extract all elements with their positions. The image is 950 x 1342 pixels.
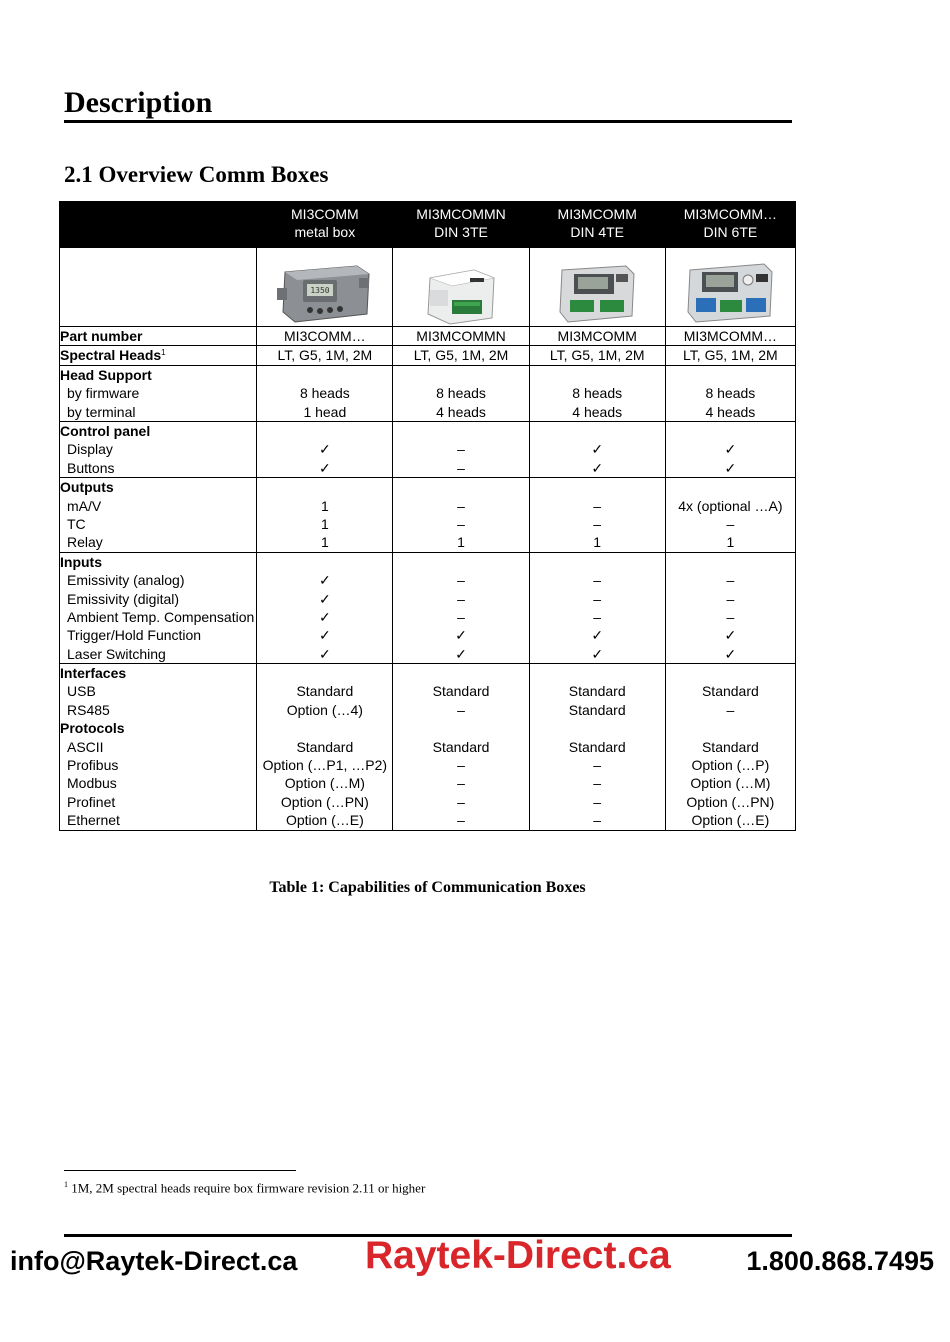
cell-value: 4 heads [572,403,623,420]
control-panel-title: Control panel [60,422,151,439]
interfaces-col-2 [393,664,529,831]
spectral-heads-value: LT, G5, 1M, 2M [393,346,529,365]
cell-value: – [593,793,602,810]
header-col-1-line1: MI3COMM [291,206,359,222]
part-number-label: Part number [60,328,143,344]
din-6te-photo [684,260,776,326]
footer-phone[interactable]: 1.800.868.7495 [746,1246,934,1276]
image-label-cell [60,248,257,327]
check-icon: ✓ [591,459,604,476]
cell-value: – [457,812,465,829]
check-icon: ✓ [724,627,737,644]
cell-value: 1 [593,534,602,551]
cell-value: 8 heads [705,385,756,402]
interfaces-col-4 [665,664,795,831]
cell-value: – [593,572,602,589]
check-icon: ✓ [318,459,331,476]
page-heading: Description [64,86,213,119]
check-icon: ✓ [318,627,331,644]
row-label: by firmware [67,385,140,402]
head-support-col-4 [665,365,795,421]
cell-value: Option (…E) [691,812,770,829]
spectral-heads-label: Spectral Heads [60,347,162,364]
cell-value: 8 heads [436,385,486,402]
check-icon: ✓ [591,627,604,644]
cell-value: Option (…M) [284,775,365,792]
cell-value: Standard [432,683,490,700]
image-cell-metal-box [257,248,393,327]
cell-value: Standard [568,683,626,700]
cell-value: Standard [296,738,354,755]
interfaces-protocols-row [60,664,796,831]
cell-value: Option (…PN) [686,793,775,810]
section-heading: 2.1 Overview Comm Boxes [64,162,329,187]
row-label: Buttons [67,459,115,476]
cell-value: – [726,590,735,607]
cell-value: 4 heads [705,403,756,420]
cell-value: – [457,608,465,625]
row-label: mA/V [67,497,102,514]
cell-value: – [593,775,602,792]
spectral-heads-value: LT, G5, 1M, 2M [665,346,795,365]
row-label: RS485 [67,701,110,718]
header-col-2-line1: MI3MCOMMN [416,206,506,222]
cell-value: – [457,590,465,607]
inputs-label-cell [60,552,257,663]
outputs-col-2 [393,478,529,553]
cell-value: – [457,793,465,810]
control-panel-col-4 [665,421,795,477]
footer-brand-logo[interactable]: Raytek-Direct.ca [365,1234,671,1277]
din-3te-photo [416,260,506,326]
din-4te-photo [552,260,642,326]
row-label: USB [67,683,96,700]
header-col-2-line2: DIN 3TE [434,224,488,241]
row-label: Display [67,441,113,458]
cell-value: Standard [568,738,626,755]
cell-value: 4x (optional …A) [678,497,783,514]
image-cell-din-3te [393,248,529,327]
spectral-heads-row [60,346,796,365]
spectral-heads-value: LT, G5, 1M, 2M [257,346,393,365]
cell-value: – [457,441,465,458]
image-cell-din-6te [665,248,795,327]
heading-rule [64,120,792,123]
cell-value: – [457,757,465,774]
part-number-label-cell [60,327,257,346]
row-label: Profinet [67,793,116,810]
inputs-row [60,552,796,663]
head-support-col-2 [393,365,529,421]
check-icon: ✓ [591,441,604,458]
cell-value: – [593,590,602,607]
inputs-col-2 [393,552,529,663]
inputs-col-3 [529,552,665,663]
cell-value: – [726,572,735,589]
row-label: TC [67,515,86,532]
header-col-3-line1: MI3MCOMM [557,206,637,222]
capabilities-table [59,201,796,831]
outputs-title: Outputs [60,479,114,496]
row-label: ASCII [67,738,104,755]
head-support-row [60,365,796,421]
footnote-number: 1 [64,1180,68,1189]
header-col-3 [529,202,665,248]
cell-value: – [726,608,735,625]
check-icon: ✓ [455,627,467,644]
row-label: Ethernet [67,812,120,829]
cell-value: Option (…E) [285,812,364,829]
cell-value: Standard [701,683,759,700]
row-label: Ambient Temp. Compensation [67,608,255,625]
outputs-label-cell [60,478,257,553]
cell-value: 1 [320,534,329,551]
head-support-col-3 [529,365,665,421]
cell-value: Standard [296,683,354,700]
header-col-4 [665,202,795,248]
interfaces-col-1 [257,664,393,831]
cell-value: Standard [568,701,626,718]
check-icon: ✓ [724,459,737,476]
head-support-col-1 [257,365,393,421]
control-panel-row [60,421,796,477]
outputs-col-3 [529,478,665,553]
part-number-value: MI3MCOMM… [665,327,795,346]
protocols-title: Protocols [60,720,125,737]
cell-value: – [457,701,465,718]
header-col-1 [257,202,393,248]
spectral-heads-value: LT, G5, 1M, 2M [529,346,665,365]
cell-value: – [457,775,465,792]
row-label: Emissivity (digital) [67,590,180,607]
header-empty-cell [60,202,257,248]
outputs-col-1 [257,478,393,553]
cell-value: 1 [457,534,465,551]
cell-value: – [593,812,602,829]
head-support-label-cell [60,365,257,421]
cell-value: Option (…PN) [280,793,369,810]
cell-value: 1 [320,497,329,514]
inputs-col-4 [665,552,795,663]
image-cell-din-4te [529,248,665,327]
part-number-value: MI3MCOMMN [393,327,529,346]
footnote-marker: 1 [161,348,166,358]
row-label: Trigger/Hold Function [67,627,202,644]
cell-value: 8 heads [299,385,350,402]
cell-value: – [457,459,465,476]
cell-value: – [457,572,465,589]
part-number-value: MI3MCOMM [529,327,665,346]
check-icon: ✓ [318,441,331,458]
row-label: Modbus [67,775,117,792]
check-icon: ✓ [318,572,331,589]
control-panel-col-3 [529,421,665,477]
cell-value: Standard [432,738,490,755]
check-icon: ✓ [318,590,331,607]
table-caption: Table 1: Capabilities of Communication Boxes [269,879,586,896]
spectral-heads-label-cell [60,346,257,365]
cell-value: Option (…P1, …P2) [262,757,388,774]
row-label: Laser Switching [67,645,166,662]
cell-value: – [593,757,602,774]
inputs-col-1 [257,552,393,663]
row-label: by terminal [67,403,136,420]
head-support-title: Head Support [60,366,152,383]
cell-value: – [593,515,602,532]
cell-value: 1 head [303,403,347,420]
cell-value: – [457,497,465,514]
cell-value: 1 [726,534,735,551]
cell-value: – [457,515,465,532]
control-panel-label-cell [60,421,257,477]
footnote-text: 1M, 2M spectral heads require box firmware revision 2.11 or higher [71,1180,426,1196]
product-image-row [60,248,796,327]
metal-box-photo [277,260,373,326]
cell-value: – [593,608,602,625]
header-col-1-line2: metal box [294,224,356,241]
check-icon: ✓ [318,608,331,625]
cell-value: Option (…M) [690,775,771,792]
header-col-4-line2: DIN 6TE [703,224,758,241]
cell-value: 8 heads [572,385,623,402]
svg-text:1350: 1350 [310,286,330,295]
row-label: Emissivity (analog) [67,572,185,589]
footnote-rule [64,1170,296,1171]
inputs-title: Inputs [60,553,102,570]
check-icon: ✓ [591,645,604,662]
header-col-2 [393,202,529,248]
footnote [64,1180,425,1196]
cell-value: Standard [701,738,759,755]
control-panel-col-2 [393,421,529,477]
part-number-row [60,327,796,346]
cell-value: – [726,701,735,718]
part-number-value: MI3COMM… [257,327,393,346]
header-col-3-line2: DIN 4TE [570,224,625,241]
interfaces-col-3 [529,664,665,831]
check-icon: ✓ [724,441,737,458]
check-icon: ✓ [724,645,737,662]
outputs-col-4 [665,478,795,553]
row-label: Profibus [67,757,119,774]
outputs-row [60,478,796,553]
footer-email-link[interactable]: info@Raytek-Direct.ca [10,1246,298,1276]
interfaces-label-cell [60,664,257,831]
cell-value: 1 [320,515,329,532]
row-label: Relay [67,534,103,551]
control-panel-col-1 [257,421,393,477]
cell-value: Option (…P) [691,757,770,774]
cell-value: – [593,497,602,514]
check-icon: ✓ [318,645,331,662]
interfaces-title: Interfaces [60,665,127,682]
cell-value: 4 heads [436,403,486,420]
cell-value: Option (…4) [286,701,363,718]
table-header-row [60,202,796,248]
header-col-4-line1: MI3MCOMM… [683,206,778,222]
check-icon: ✓ [455,645,467,662]
cell-value: – [726,515,735,532]
